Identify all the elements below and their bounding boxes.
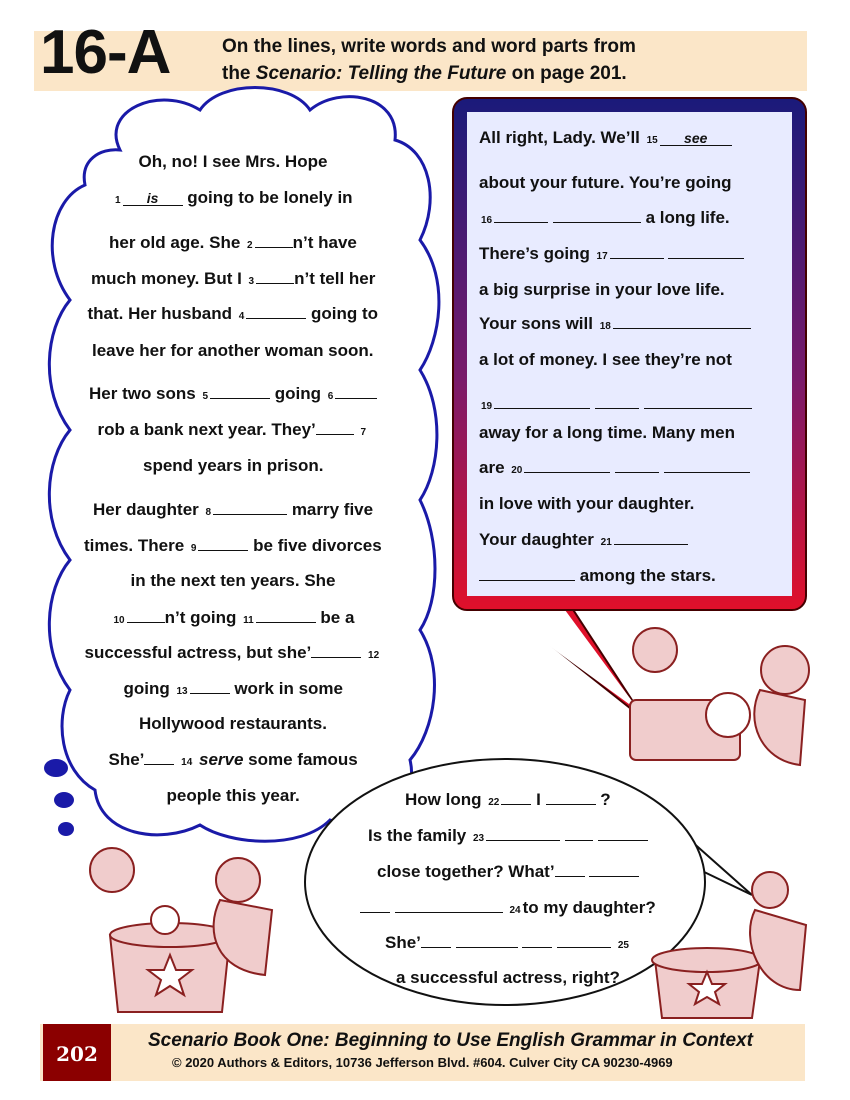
sentence-text: Your sons will — [479, 314, 598, 333]
sentence-text: people this year. — [166, 786, 300, 805]
answer-blank[interactable] — [555, 862, 585, 877]
answer-blank[interactable] — [668, 244, 744, 259]
example-answer: serve — [199, 750, 244, 769]
answer-blank[interactable] — [644, 394, 752, 409]
answer-blank[interactable] — [524, 458, 610, 473]
right-box-line — [479, 566, 716, 586]
thought-dot-medium — [54, 792, 74, 808]
blank-number: 15 — [646, 135, 658, 146]
answer-blank[interactable] — [565, 826, 593, 841]
blank-number: 22 — [488, 797, 500, 808]
answer-blank[interactable] — [589, 862, 639, 877]
answer-blank[interactable] — [256, 608, 316, 623]
copyright-line: © 2020 Authors & Editors, 10736 Jefferson Blvd. #604. Culver City CA 90230-4969 — [172, 1055, 673, 1070]
right-box-line — [479, 423, 735, 443]
sentence-text: She’ — [108, 750, 145, 769]
sentence-text: going — [123, 679, 175, 698]
answer-blank[interactable] — [610, 244, 664, 259]
sentence-text: a long life. — [640, 208, 730, 227]
sentence-text: leave her for another woman soon. — [92, 341, 374, 360]
answer-blank[interactable] — [615, 458, 659, 473]
blank-number: 6 — [327, 391, 334, 402]
sentence-text: Oh, no! I see Mrs. Hope — [138, 152, 328, 171]
book-title: Scenario Book One: Beginning to Use English Grammar in Context — [148, 1030, 753, 1051]
answer-blank[interactable] — [522, 933, 552, 948]
thought-dot-large — [44, 759, 68, 777]
answer-blank[interactable] — [335, 384, 377, 399]
sentence-text — [174, 750, 179, 769]
page-number: 202 — [56, 1042, 98, 1066]
blank-number: 25 — [617, 940, 629, 951]
blank-number: 13 — [176, 686, 188, 697]
blank-number: 17 — [596, 251, 608, 262]
answer-blank[interactable] — [190, 679, 230, 694]
sentence-text: All right, Lady. We’ll — [479, 128, 645, 147]
right-box-line — [479, 173, 731, 193]
sentence-text: spend years in prison. — [143, 456, 324, 475]
sentence-text: a successful actress, right? — [396, 968, 620, 987]
answer-blank[interactable] — [316, 420, 354, 435]
answer-blank[interactable] — [311, 643, 361, 658]
answer-blank[interactable] — [421, 933, 451, 948]
left-bubble-line — [113, 188, 353, 208]
sentence-text: Is the family — [368, 826, 471, 845]
right-box-line — [479, 494, 694, 514]
sentence-text: going to be lonely in — [182, 188, 353, 207]
left-bubble-line — [92, 341, 374, 361]
sentence-text: going — [270, 384, 326, 403]
sentence-text: There’s going — [479, 244, 595, 263]
bottom-bubble-line — [360, 898, 656, 918]
instructions-line-2: the Scenario: Telling the Future on page 201. — [222, 63, 627, 84]
blank-number: 11 — [243, 615, 254, 626]
blank-number: 5 — [202, 391, 209, 402]
left-bubble-line — [167, 786, 300, 806]
bottom-bubble-line — [405, 790, 611, 810]
bottom-bubble-line — [377, 862, 639, 882]
blank-number: 20 — [511, 465, 523, 476]
right-box-line — [479, 394, 752, 414]
left-bubble-line — [143, 456, 323, 476]
blank-number: 16 — [481, 215, 493, 226]
sentence-text — [611, 933, 616, 952]
sentence-text: n’t tell her — [294, 269, 376, 288]
sentence-text: that. Her husband — [87, 304, 237, 323]
blank-number: 7 — [360, 427, 367, 438]
answer-blank[interactable] — [198, 536, 248, 551]
blank-number: 12 — [368, 650, 380, 661]
answer-blank[interactable] — [479, 566, 575, 581]
sentence-text: I — [531, 790, 546, 809]
sentence-text: n’t have — [292, 233, 357, 252]
sentence-text: her old age. She — [109, 233, 246, 252]
blank-number: 10 — [113, 615, 125, 626]
left-bubble-line — [98, 420, 369, 440]
sentence-text: Hollywood restaurants. — [139, 714, 327, 733]
left-bubble-line — [88, 304, 379, 324]
sentence-text: marry five — [287, 500, 374, 519]
answer-blank[interactable] — [144, 750, 174, 765]
answer-blank[interactable] — [360, 898, 390, 913]
sentence-text: Your daughter — [479, 530, 599, 549]
sentence-text — [354, 420, 359, 439]
left-bubble-line — [139, 714, 327, 734]
right-box-line — [479, 350, 732, 370]
answer-blank[interactable] — [494, 208, 548, 223]
left-bubble-line — [109, 750, 358, 770]
answer-blank[interactable] — [127, 608, 165, 623]
left-bubble-line — [131, 571, 336, 591]
bottom-bubble-line — [385, 933, 631, 953]
sentence-text: about your future. You’re going — [479, 173, 732, 192]
answer-blank[interactable] — [546, 790, 596, 805]
answer-blank[interactable] — [494, 394, 590, 409]
right-box-line — [479, 530, 688, 550]
answer-blank[interactable] — [395, 898, 503, 913]
sentence-text: in love with your daughter. — [479, 494, 695, 513]
answer-blank[interactable] — [664, 458, 750, 473]
left-bubble-line — [112, 608, 355, 628]
sentence-text: ? — [595, 790, 611, 809]
blank-number: 2 — [247, 240, 253, 251]
blank-number: 1 — [115, 195, 121, 206]
blank-number: 8 — [205, 507, 212, 518]
left-bubble-line — [109, 233, 357, 253]
answer-blank[interactable] — [456, 933, 518, 948]
sentence-text: away for a long time. Many men — [479, 423, 736, 442]
sentence-text: She’ — [385, 933, 421, 952]
fortune-teller-illustration-right — [630, 628, 809, 765]
blank-number: 4 — [238, 311, 245, 322]
answer-blank[interactable] — [255, 233, 293, 248]
blank-number: 9 — [190, 543, 197, 554]
sentence-text: close together? What’ — [377, 862, 555, 881]
sentence-text: to my daughter? — [522, 898, 656, 917]
right-box-line — [479, 458, 750, 478]
answer-blank[interactable] — [213, 500, 287, 515]
thought-dots — [44, 759, 74, 836]
blank-number: 24 — [509, 905, 521, 916]
answer-blank-filled[interactable]: is — [123, 191, 183, 206]
answer-blank[interactable] — [486, 826, 560, 841]
sentence-text: n’t going — [164, 608, 242, 627]
fortune-teller-illustration-left — [90, 848, 272, 1012]
left-bubble-line — [124, 679, 343, 699]
sentence-text: a big surprise in your love life. — [479, 280, 725, 299]
bottom-bubble-line — [368, 826, 648, 846]
answer-blank[interactable] — [613, 314, 751, 329]
bottom-bubble-line — [396, 968, 620, 988]
left-bubble-line — [85, 643, 382, 663]
answer-blank-filled[interactable]: see — [660, 131, 732, 146]
blank-number: 19 — [481, 401, 493, 412]
blank-number: 18 — [599, 321, 611, 332]
sentence-text — [361, 643, 366, 662]
blank-number: 14 — [181, 757, 193, 768]
answer-blank[interactable] — [595, 394, 639, 409]
right-box-line — [479, 280, 725, 300]
sentence-text: going to — [306, 304, 379, 323]
answer-blank[interactable] — [614, 530, 688, 545]
sentence-text: are — [479, 458, 510, 477]
scenario-title-reference: Scenario: Telling the Future — [255, 63, 507, 84]
left-bubble-line — [139, 152, 328, 172]
left-bubble-line — [89, 384, 377, 404]
right-box-line — [479, 208, 730, 228]
sentence-text: successful actress, but she’ — [84, 643, 312, 662]
right-box-line — [479, 314, 751, 334]
sentence-text — [503, 898, 508, 917]
answer-blank[interactable] — [256, 269, 294, 284]
sentence-text: Her two sons — [89, 384, 201, 403]
sentence-text: be a — [315, 608, 355, 627]
sentence-text: much money. But I — [91, 269, 247, 288]
sentence-text: times. There — [84, 536, 189, 555]
unit-number: 16-A — [40, 18, 171, 87]
sentence-text: in the next ten years. She — [130, 571, 336, 590]
sentence-text: How long — [405, 790, 487, 809]
right-box-line — [479, 244, 744, 264]
blank-number: 23 — [472, 833, 485, 844]
blank-number: 3 — [248, 276, 255, 287]
answer-blank[interactable] — [557, 933, 611, 948]
sentence-text: rob a bank next year. They’ — [97, 420, 316, 439]
sentence-text: be five divorces — [248, 536, 382, 555]
blank-number: 21 — [600, 537, 612, 548]
sentence-text: among the stars. — [575, 566, 716, 585]
left-bubble-line — [93, 500, 373, 520]
thought-dot-small — [58, 822, 74, 836]
sentence-text: Her daughter — [93, 500, 204, 519]
sentence-text: work in some — [229, 679, 343, 698]
answer-blank[interactable] — [246, 304, 306, 319]
left-bubble-line — [84, 536, 382, 556]
answer-blank[interactable] — [210, 384, 270, 399]
answer-blank[interactable] — [553, 208, 641, 223]
left-bubble-line — [91, 269, 375, 289]
sentence-text: a lot of money. I see they’re not — [479, 350, 732, 369]
answer-blank[interactable] — [598, 826, 648, 841]
right-box-line — [479, 128, 732, 148]
answer-blank[interactable] — [501, 790, 531, 805]
instructions-line-1: On the lines, write words and word parts from — [222, 36, 636, 57]
sentence-text: some famous — [243, 750, 358, 769]
